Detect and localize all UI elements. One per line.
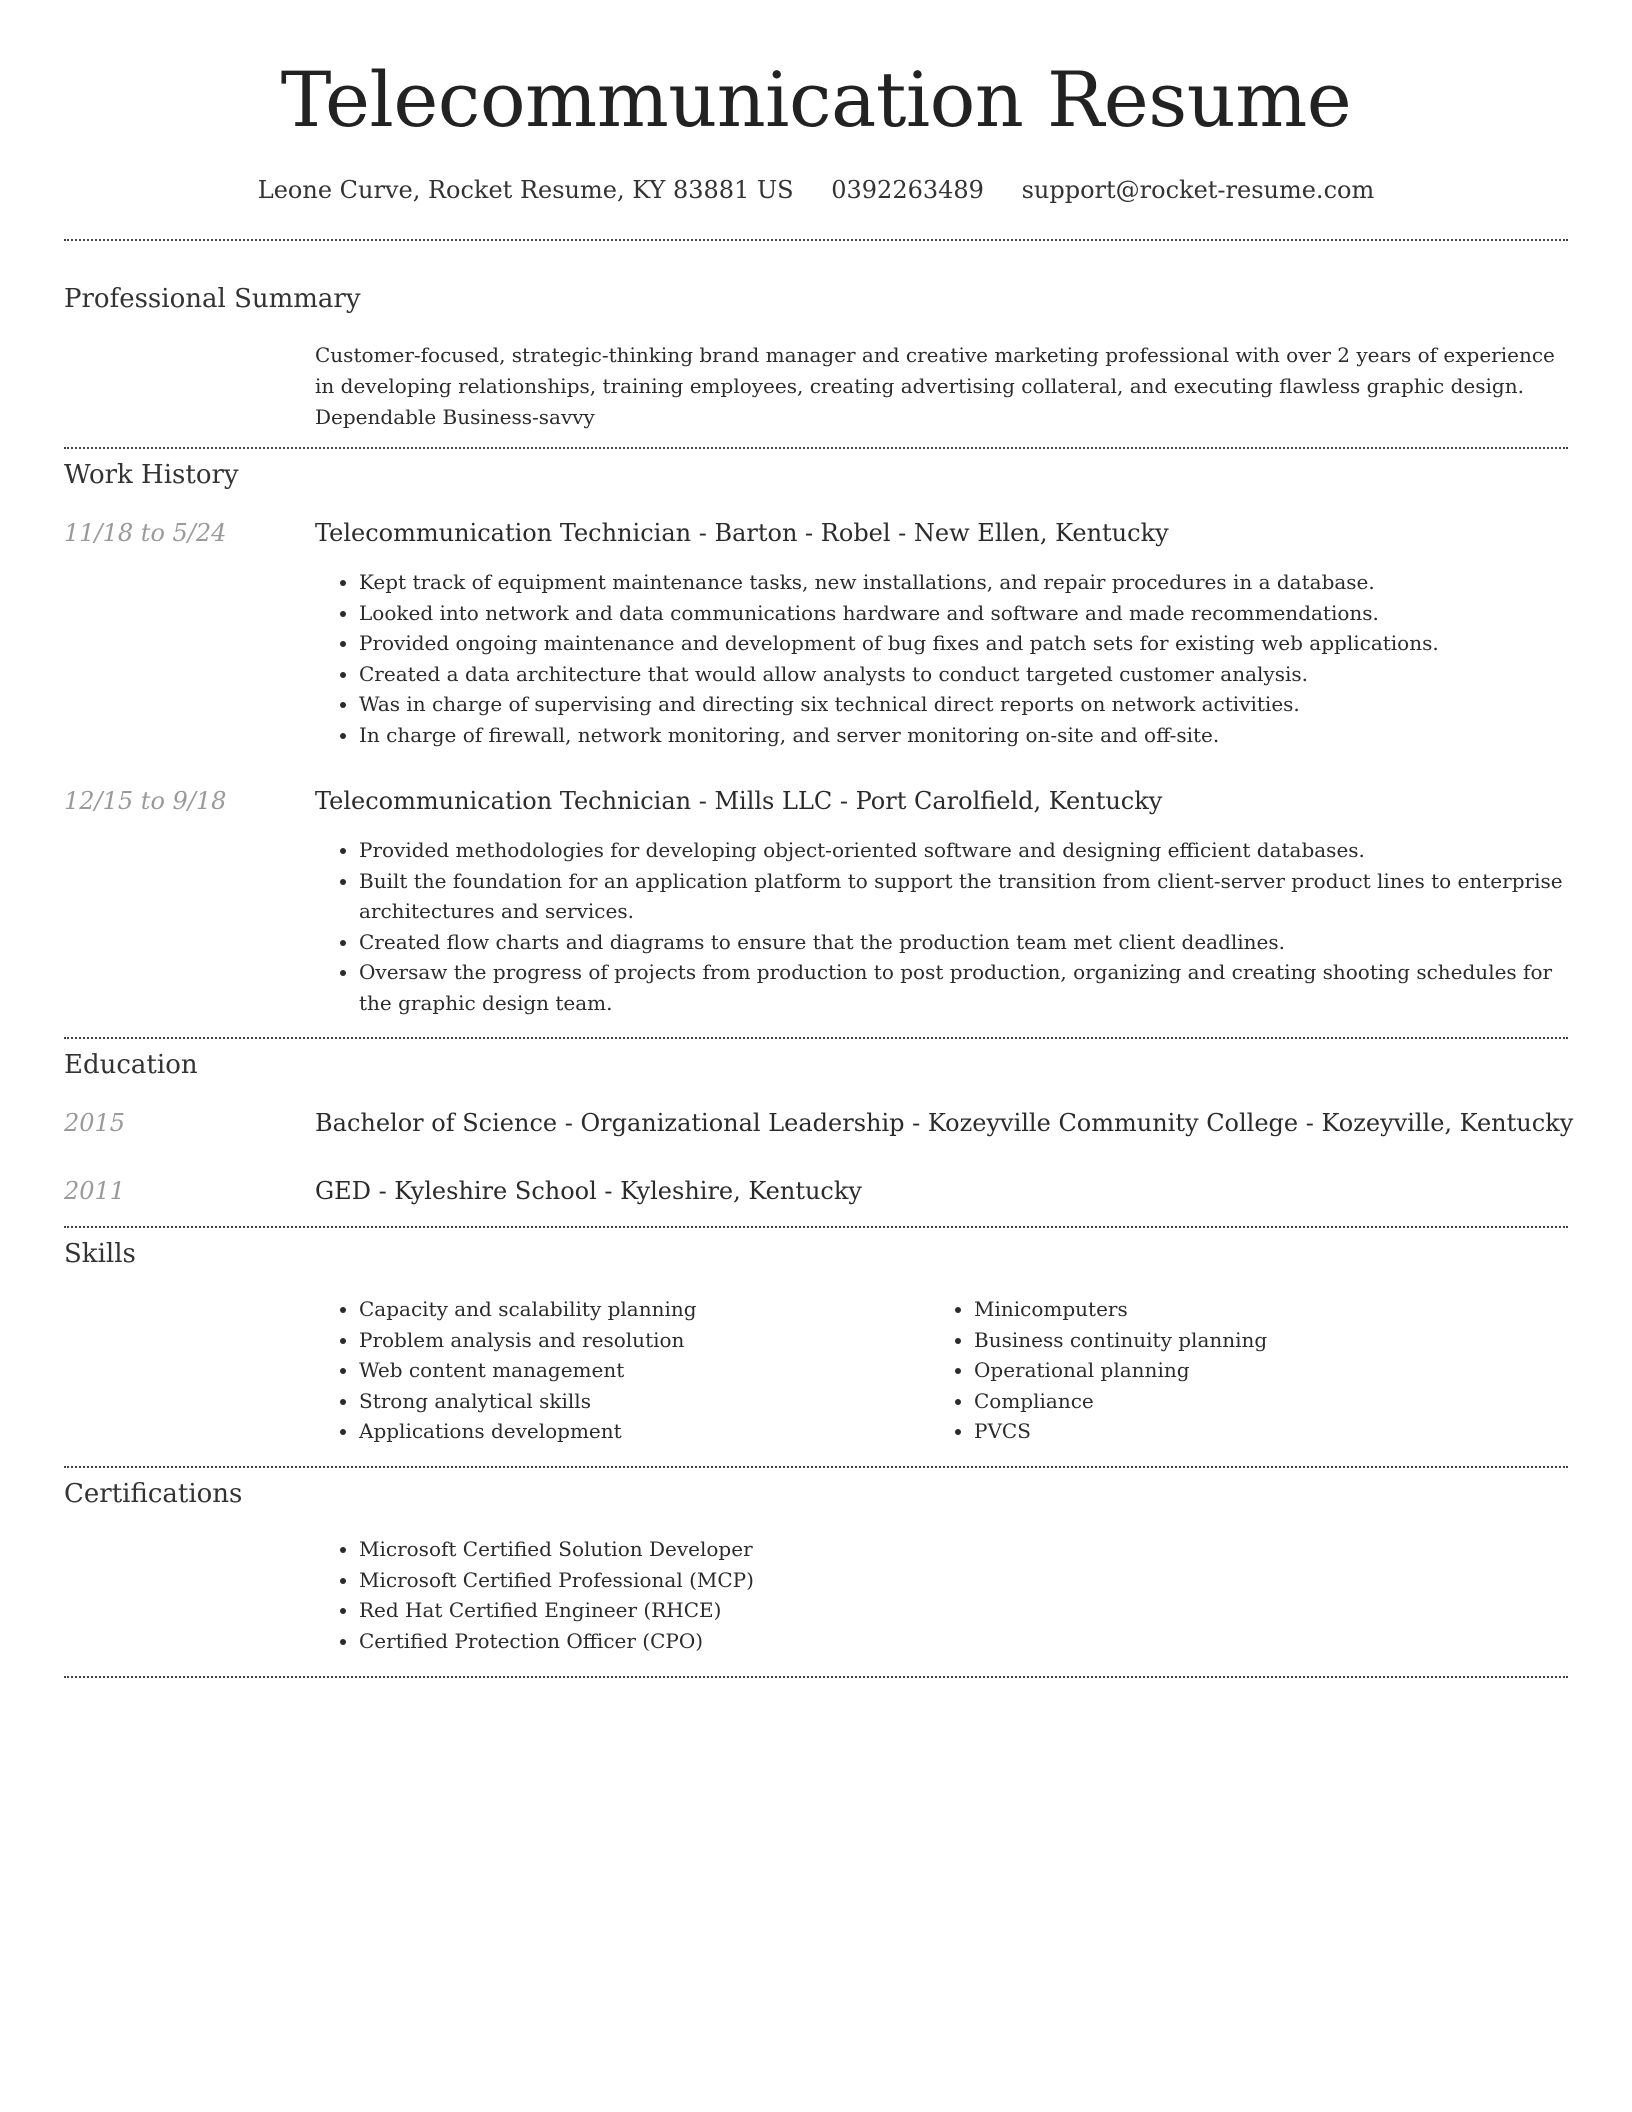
section-title-summary: Professional Summary (64, 284, 361, 314)
skills-list-left (315, 1294, 915, 1447)
list-item: • Built the foundation for an application platform to support the transition from client-server product lines to enterprise architectures and services. (359, 866, 1568, 927)
list-item: • Compliance (974, 1386, 1530, 1417)
list-item: • Was in charge of supervising and directing six technical direct reports on network activities. (359, 689, 1568, 720)
education-entry: Bachelor of Science - Organizational Leadership - Kozeyville Community College - Kozeyville, Kentucky (315, 1109, 1574, 1137)
list-item: • Looked into network and data communications hardware and software and made recommendations. (359, 598, 1568, 629)
list-item: • Strong analytical skills (359, 1386, 915, 1417)
job-title: Telecommunication Technician - Barton - Robel - New Ellen, Kentucky (315, 519, 1169, 547)
job-bullets (315, 835, 1568, 1018)
divider (64, 1676, 1568, 1678)
list-item: • Created a data architecture that would allow analysts to conduct targeted customer analysis. (359, 659, 1568, 690)
section-title-certifications: Certifications (64, 1479, 243, 1509)
list-item: • Minicomputers (974, 1294, 1530, 1325)
contact-line (64, 170, 1568, 210)
section-title-education: Education (64, 1050, 198, 1080)
list-item: • Certified Protection Officer (CPO) (359, 1626, 1568, 1657)
job-dates: 11/18 to 5/24 (64, 519, 227, 547)
list-item: • Microsoft Certified Solution Developer (359, 1534, 1568, 1565)
list-item: • Capacity and scalability planning (359, 1294, 915, 1325)
education-entry: GED - Kyleshire School - Kyleshire, Kentucky (315, 1177, 862, 1205)
list-item: • Web content management (359, 1355, 915, 1386)
contact-address: Leone Curve, Rocket Resume, KY 83881 US (257, 176, 794, 204)
contact-email: support@rocket-resume.com (1021, 176, 1375, 204)
divider (64, 1226, 1568, 1228)
divider (64, 1466, 1568, 1468)
divider (64, 1037, 1568, 1039)
list-item: • Created flow charts and diagrams to ensure that the production team met client deadlines. (359, 927, 1568, 958)
job-bullets (315, 567, 1568, 750)
section-title-skills: Skills (64, 1239, 136, 1269)
skills-list-right (930, 1294, 1530, 1447)
list-item: • Applications development (359, 1416, 915, 1447)
list-item: • Problem analysis and resolution (359, 1325, 915, 1356)
list-item: • Business continuity planning (974, 1325, 1530, 1356)
education-year: 2015 (64, 1109, 126, 1137)
summary-text: Customer-focused, strategic-thinking brand manager and creative marketing professional with over 2 years of experience in developing relationships, training employees, creating advertising collateral, and executing flawless graphic design. Dependable Business-savvy (315, 343, 1555, 429)
certifications-list (315, 1534, 1568, 1656)
section-title-work-history: Work History (64, 460, 239, 490)
list-item: • PVCS (974, 1416, 1530, 1447)
list-item: • Provided ongoing maintenance and development of bug fixes and patch sets for existing web applications. (359, 628, 1568, 659)
divider (64, 239, 1568, 241)
list-item: • Oversaw the progress of projects from production to post production, organizing and creating shooting schedules for the graphic design team. (359, 957, 1568, 1018)
education-year: 2011 (64, 1177, 126, 1205)
list-item: • Red Hat Certified Engineer (RHCE) (359, 1595, 1568, 1626)
contact-phone: 0392263489 (831, 176, 984, 204)
list-item: • Provided methodologies for developing object-oriented software and designing efficient databases. (359, 835, 1568, 866)
list-item: • Kept track of equipment maintenance tasks, new installations, and repair procedures in a database. (359, 567, 1568, 598)
list-item: • In charge of firewall, network monitoring, and server monitoring on-site and off-site. (359, 720, 1568, 751)
job-title: Telecommunication Technician - Mills LLC - Port Carolfield, Kentucky (315, 787, 1163, 815)
divider (64, 447, 1568, 449)
resume-title: Telecommunication Resume (280, 55, 1352, 144)
list-item: • Microsoft Certified Professional (MCP) (359, 1565, 1568, 1596)
job-dates: 12/15 to 9/18 (64, 787, 227, 815)
list-item: • Operational planning (974, 1355, 1530, 1386)
